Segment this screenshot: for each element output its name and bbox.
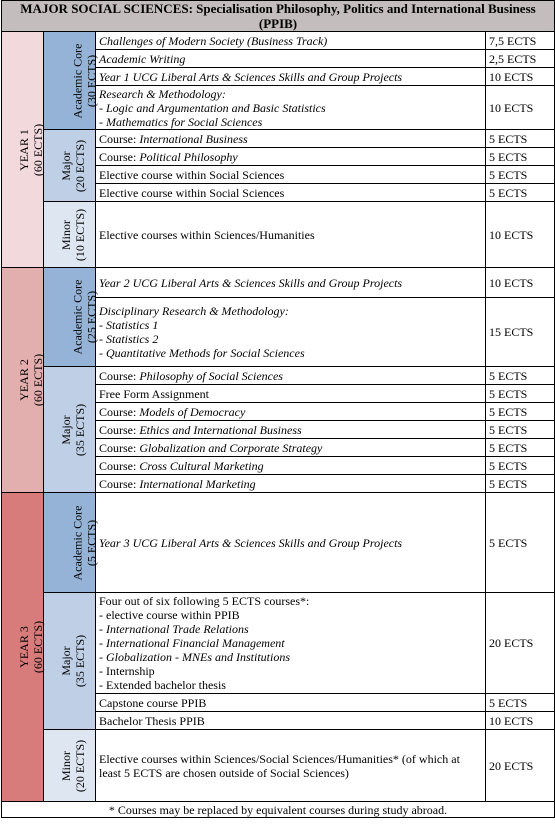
category-label: Major (20 ECTS) (59, 139, 88, 192)
course-name: Elective courses within Sciences/Humanities (96, 202, 486, 268)
ects-value: 5 ECTS (486, 403, 555, 421)
course-name: Year 3 UCG Liberal Arts & Sciences Skills and Group Projects (96, 493, 486, 593)
category-label: Academic Core (5 ECTS) (70, 505, 99, 580)
course-name: Course: Models of Democracy (96, 403, 486, 421)
ects-value: 20 ECTS (486, 730, 555, 802)
category-label: Major (35 ECTS) (59, 634, 88, 688)
year-2-cell (2, 268, 44, 493)
ects-value: 5 ECTS (486, 148, 555, 166)
table-row (2, 130, 555, 148)
ects-value: 5 ECTS (486, 130, 555, 148)
course-name: Four out of six following 5 ECTS courses*: - elective course within PPIB - International Trade Relations - International Financial Management - Globalization - MNEs and Institutions - Internship - Extended bachelor thesis (96, 593, 486, 694)
ects-value: 10 ECTS (486, 712, 555, 730)
course-name: Elective course within Social Sciences (96, 184, 486, 202)
category-minor (44, 730, 96, 802)
category-major (44, 130, 96, 202)
year-label: YEAR 2 (60 ECTS) (17, 353, 46, 407)
course-name: Course: Political Philosophy (96, 148, 486, 166)
ects-value: 15 ECTS (486, 298, 555, 367)
ects-value: 5 ECTS (486, 457, 555, 475)
ects-value: 5 ECTS (486, 184, 555, 202)
ects-value: 5 ECTS (486, 421, 555, 439)
course-name: Capstone course PPIB (96, 694, 486, 712)
category-major (44, 367, 96, 493)
ects-value: 10 ECTS (486, 202, 555, 268)
ects-value: 5 ECTS (486, 694, 555, 712)
category-academic-core (44, 32, 99, 130)
curriculum-table (1, 0, 555, 818)
course-name: Research & Methodology: - Logic and Argumentation and Basic Statistics - Mathematics for Social Sciences (96, 86, 486, 130)
category-major (44, 593, 96, 730)
ects-value: 5 ECTS (486, 439, 555, 457)
category-academic-core (44, 268, 99, 367)
course-name: Bachelor Thesis PPIB (96, 712, 486, 730)
year-1-cell (2, 32, 44, 268)
title-row (2, 1, 555, 32)
table-row (2, 593, 555, 694)
course-name: Year 2 UCG Liberal Arts & Sciences Skills and Group Projects (96, 268, 486, 298)
table-title: MAJOR SOCIAL SCIENCES: Specialisation Philosophy, Politics and International Business (PPIB) (2, 1, 555, 32)
table-row (2, 493, 555, 593)
footnote: * Courses may be replaced by equivalent courses during study abroad. (2, 802, 555, 818)
table-row (2, 32, 555, 50)
ects-value: 5 ECTS (486, 166, 555, 184)
table-row (2, 367, 555, 385)
course-name: Course: Globalization and Corporate Strategy (96, 439, 486, 457)
course-name: Course: Ethics and International Business (96, 421, 486, 439)
ects-value: 5 ECTS (486, 493, 555, 593)
year-3-cell (2, 493, 44, 802)
year-label: YEAR 3 (60 ECTS) (17, 620, 46, 674)
ects-value: 7,5 ECTS (486, 32, 555, 50)
ects-value: 10 ECTS (486, 268, 555, 298)
table-row (2, 268, 555, 298)
year-label: YEAR 1 (60 ECTS) (17, 123, 46, 176)
course-name: Course: International Marketing (96, 475, 486, 493)
category-label: Minor (20 ECTS) (59, 739, 88, 792)
ects-value: 5 ECTS (486, 475, 555, 493)
ects-value: 5 ECTS (486, 385, 555, 403)
course-name: Course: International Business (96, 130, 486, 148)
ects-value: 20 ECTS (486, 593, 555, 694)
ects-value: 10 ECTS (486, 68, 555, 86)
footnote-row (2, 802, 555, 818)
course-name: Year 1 UCG Liberal Arts & Sciences Skills and Group Projects (96, 68, 486, 86)
course-name: Challenges of Modern Society (Business Track) (96, 32, 486, 50)
category-academic-core (44, 493, 99, 593)
ects-value: 2,5 ECTS (486, 50, 555, 68)
course-name: Free Form Assignment (96, 385, 486, 403)
ects-value: 5 ECTS (486, 367, 555, 385)
course-name: Course: Cross Cultural Marketing (96, 457, 486, 475)
category-minor (44, 202, 96, 268)
course-name: Elective courses within Sciences/Social Sciences/Humanities* (of which at least 5 ECTS are chosen outside of Social Sciences) (96, 730, 486, 802)
ects-value: 10 ECTS (486, 86, 555, 130)
course-name: Course: Philosophy of Social Sciences (96, 367, 486, 385)
course-name: Elective course within Social Sciences (96, 166, 486, 184)
course-name: Academic Writing (96, 50, 486, 68)
category-label: Academic Core (25 ECTS) (70, 279, 99, 355)
category-label: Academic Core (30 ECTS) (70, 43, 99, 118)
table-row (2, 730, 555, 802)
category-label: Major (35 ECTS) (59, 403, 88, 456)
table-row (2, 202, 555, 268)
course-name: Disciplinary Research & Methodology: - Statistics 1 - Statistics 2 - Quantitative Methods for Social Sciences (96, 298, 486, 367)
category-label: Minor (10 ECTS) (59, 208, 88, 261)
